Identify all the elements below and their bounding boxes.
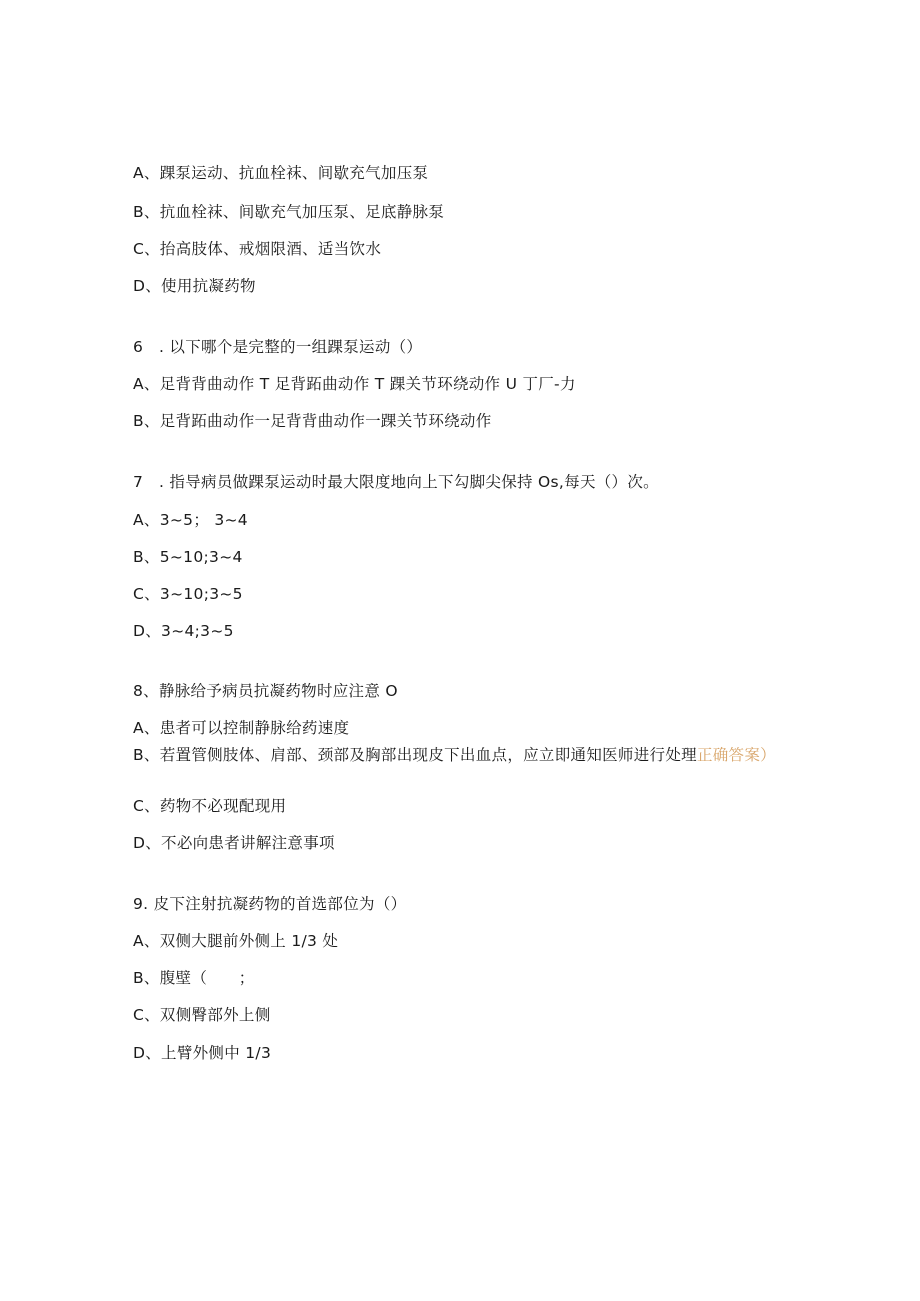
q8-option-a: A、患者可以控制静脉给药速度 [133,719,350,737]
q9-stem: 9. 皮下注射抗凝药物的首选部位为（） [133,895,407,913]
q7-stem: 7 . 指导病员做踝泵运动时最大限度地向上下勾脚尖保持 Os,每天（）次。 [133,473,659,491]
q9-option-c: C、双侧臀部外上侧 [133,1006,271,1024]
q7-option-c: C、3~10;3~5 [133,585,243,603]
q5-option-c: C、抬高肢体、戒烟限酒、适当饮水 [133,240,382,258]
q7-option-a: A、3~5； 3~4 [133,511,248,529]
q9-option-a: A、双侧大腿前外侧上 1/3 处 [133,932,339,950]
q8-stem: 8、静脉给予病员抗凝药物时应注意 O [133,682,398,700]
q8-option-b [133,745,783,766]
q7-option-b: B、5~10;3~4 [133,548,243,566]
q6-stem: 6 . 以下哪个是完整的一组踝泵运动（） [133,338,423,356]
q8-option-d: D、不必向患者讲解注意事项 [133,834,335,852]
q7-option-d: D、3~4;3~5 [133,622,234,640]
q5-option-a: A、踝泵运动、抗血栓袜、间歇充气加压泵 [133,164,429,182]
q8-option-b-text: B、若置管侧肢体、肩部、颈部及胸部出现皮下出血点，应立即通知医师进行处理 [133,746,697,764]
q9-option-d: D、上臂外侧中 1/3 [133,1044,272,1062]
q6-option-a: A、足背背曲动作 T 足背跖曲动作 T 踝关节环绕动作 U 丁厂-力 [133,375,576,393]
q6-option-b: B、足背跖曲动作一足背背曲动作一踝关节环绕动作 [133,412,492,430]
q5-option-b: B、抗血栓袜、间歇充气加压泵、足底静脉泵 [133,203,445,221]
q8-answer-note: 正确答案） [696,746,776,764]
q5-option-d: D、使用抗凝药物 [133,277,256,295]
q8-option-c: C、药物不必现配现用 [133,797,287,815]
q9-option-b: B、腹壁（ ； [133,969,255,987]
